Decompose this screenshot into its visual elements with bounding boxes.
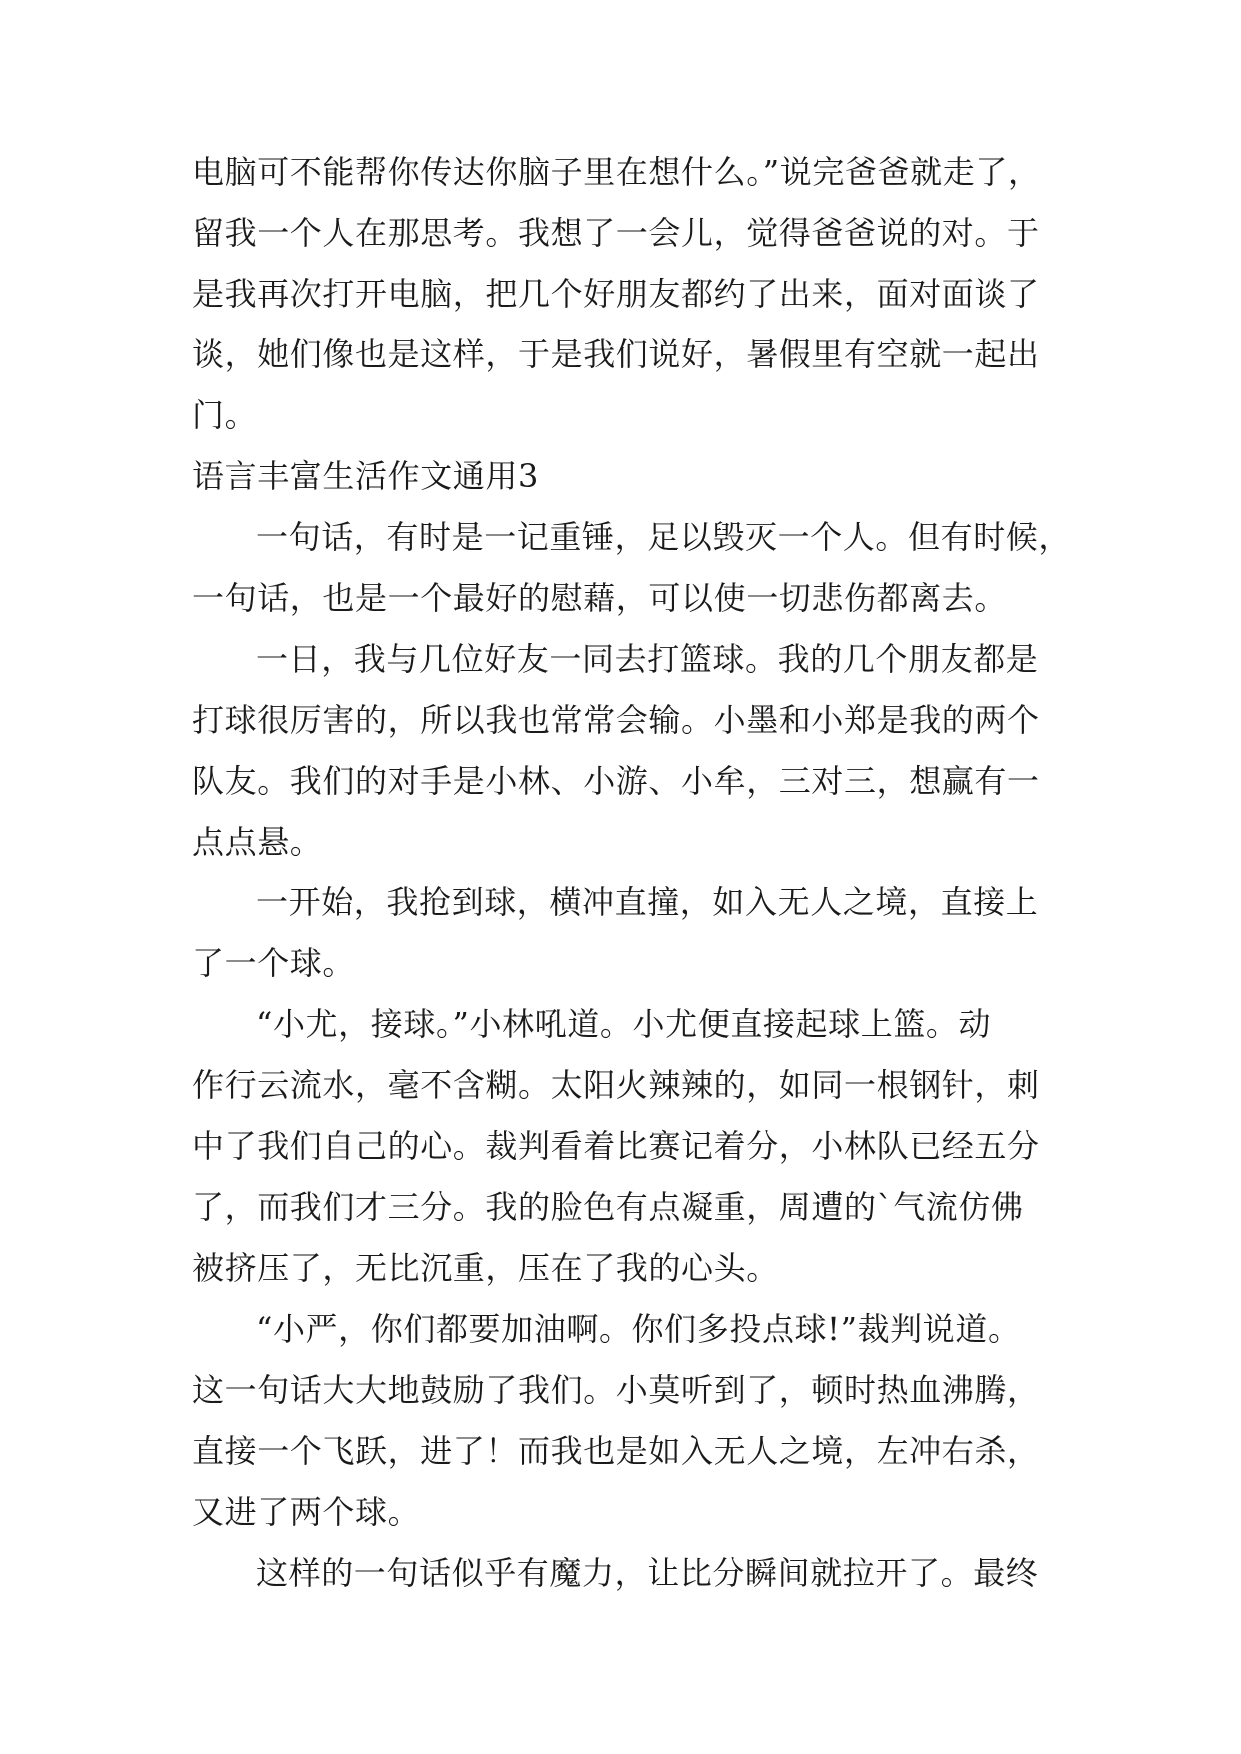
section-heading: 语言丰富生活作文通用3 xyxy=(192,457,539,495)
text-line: 谈，她们像也是这样，于是我们说好，暑假里有空就一起出 xyxy=(192,335,1040,373)
text-line: 队友。我们的对手是小林、小游、小牟，三对三，想赢有一 xyxy=(192,762,1040,800)
text-line: 是我再次打开电脑，把几个好朋友都约了出来，面对面谈了 xyxy=(192,275,1040,313)
document-page xyxy=(192,0,1072,1754)
text-line: 直接一个飞跃，进了！而我也是如入无人之境，左冲右杀， xyxy=(192,1432,1040,1470)
paragraph-first-line: 一开始，我抢到球，横冲直撞，如入无人之境，直接上 xyxy=(256,883,1039,921)
text-line: 作行云流水，毫不含糊。太阳火辣辣的，如同一根钢针，刺 xyxy=(192,1066,1040,1104)
paragraph-first-line: “小尤，接球。”小林吼道。小尤便直接起球上篮。动 xyxy=(256,1005,992,1043)
text-line: 了一个球。 xyxy=(192,944,356,982)
text-line: 打球很厉害的，所以我也常常会输。小墨和小郑是我的两个 xyxy=(192,701,1040,739)
text-line: 这一句话大大地鼓励了我们。小莫听到了，顿时热血沸腾， xyxy=(192,1371,1040,1409)
paragraph-first-line: “小严，你们都要加油啊。你们多投点球!”裁判说道。 xyxy=(256,1310,1021,1348)
text-line: 了，而我们才三分。我的脸色有点凝重，周遭的`气流仿佛 xyxy=(192,1188,1024,1226)
text-line: 留我一个人在那思考。我想了一会儿，觉得爸爸说的对。于 xyxy=(192,214,1040,252)
text-line: 电脑可不能帮你传达你脑子里在想什么。”说完爸爸就走了， xyxy=(192,153,1041,191)
text-line: 被挤压了，无比沉重，压在了我的心头。 xyxy=(192,1249,779,1287)
text-line: 点点悬。 xyxy=(192,823,323,861)
text-line: 又进了两个球。 xyxy=(192,1493,421,1531)
text-line: 一句话，也是一个最好的慰藉，可以使一切悲伤都离去。 xyxy=(192,579,1008,617)
text-line: 门。 xyxy=(192,396,258,434)
paragraph-first-line: 一句话，有时是一记重锤，足以毁灭一个人。但有时候， xyxy=(256,518,1072,556)
paragraph-first-line: 这样的一句话似乎有魔力，让比分瞬间就拉开了。最终 xyxy=(256,1554,1039,1592)
text-line: 中了我们自己的心。裁判看着比赛记着分，小林队已经五分 xyxy=(192,1127,1040,1165)
paragraph-first-line: 一日，我与几位好友一同去打篮球。我的几个朋友都是 xyxy=(256,640,1039,678)
